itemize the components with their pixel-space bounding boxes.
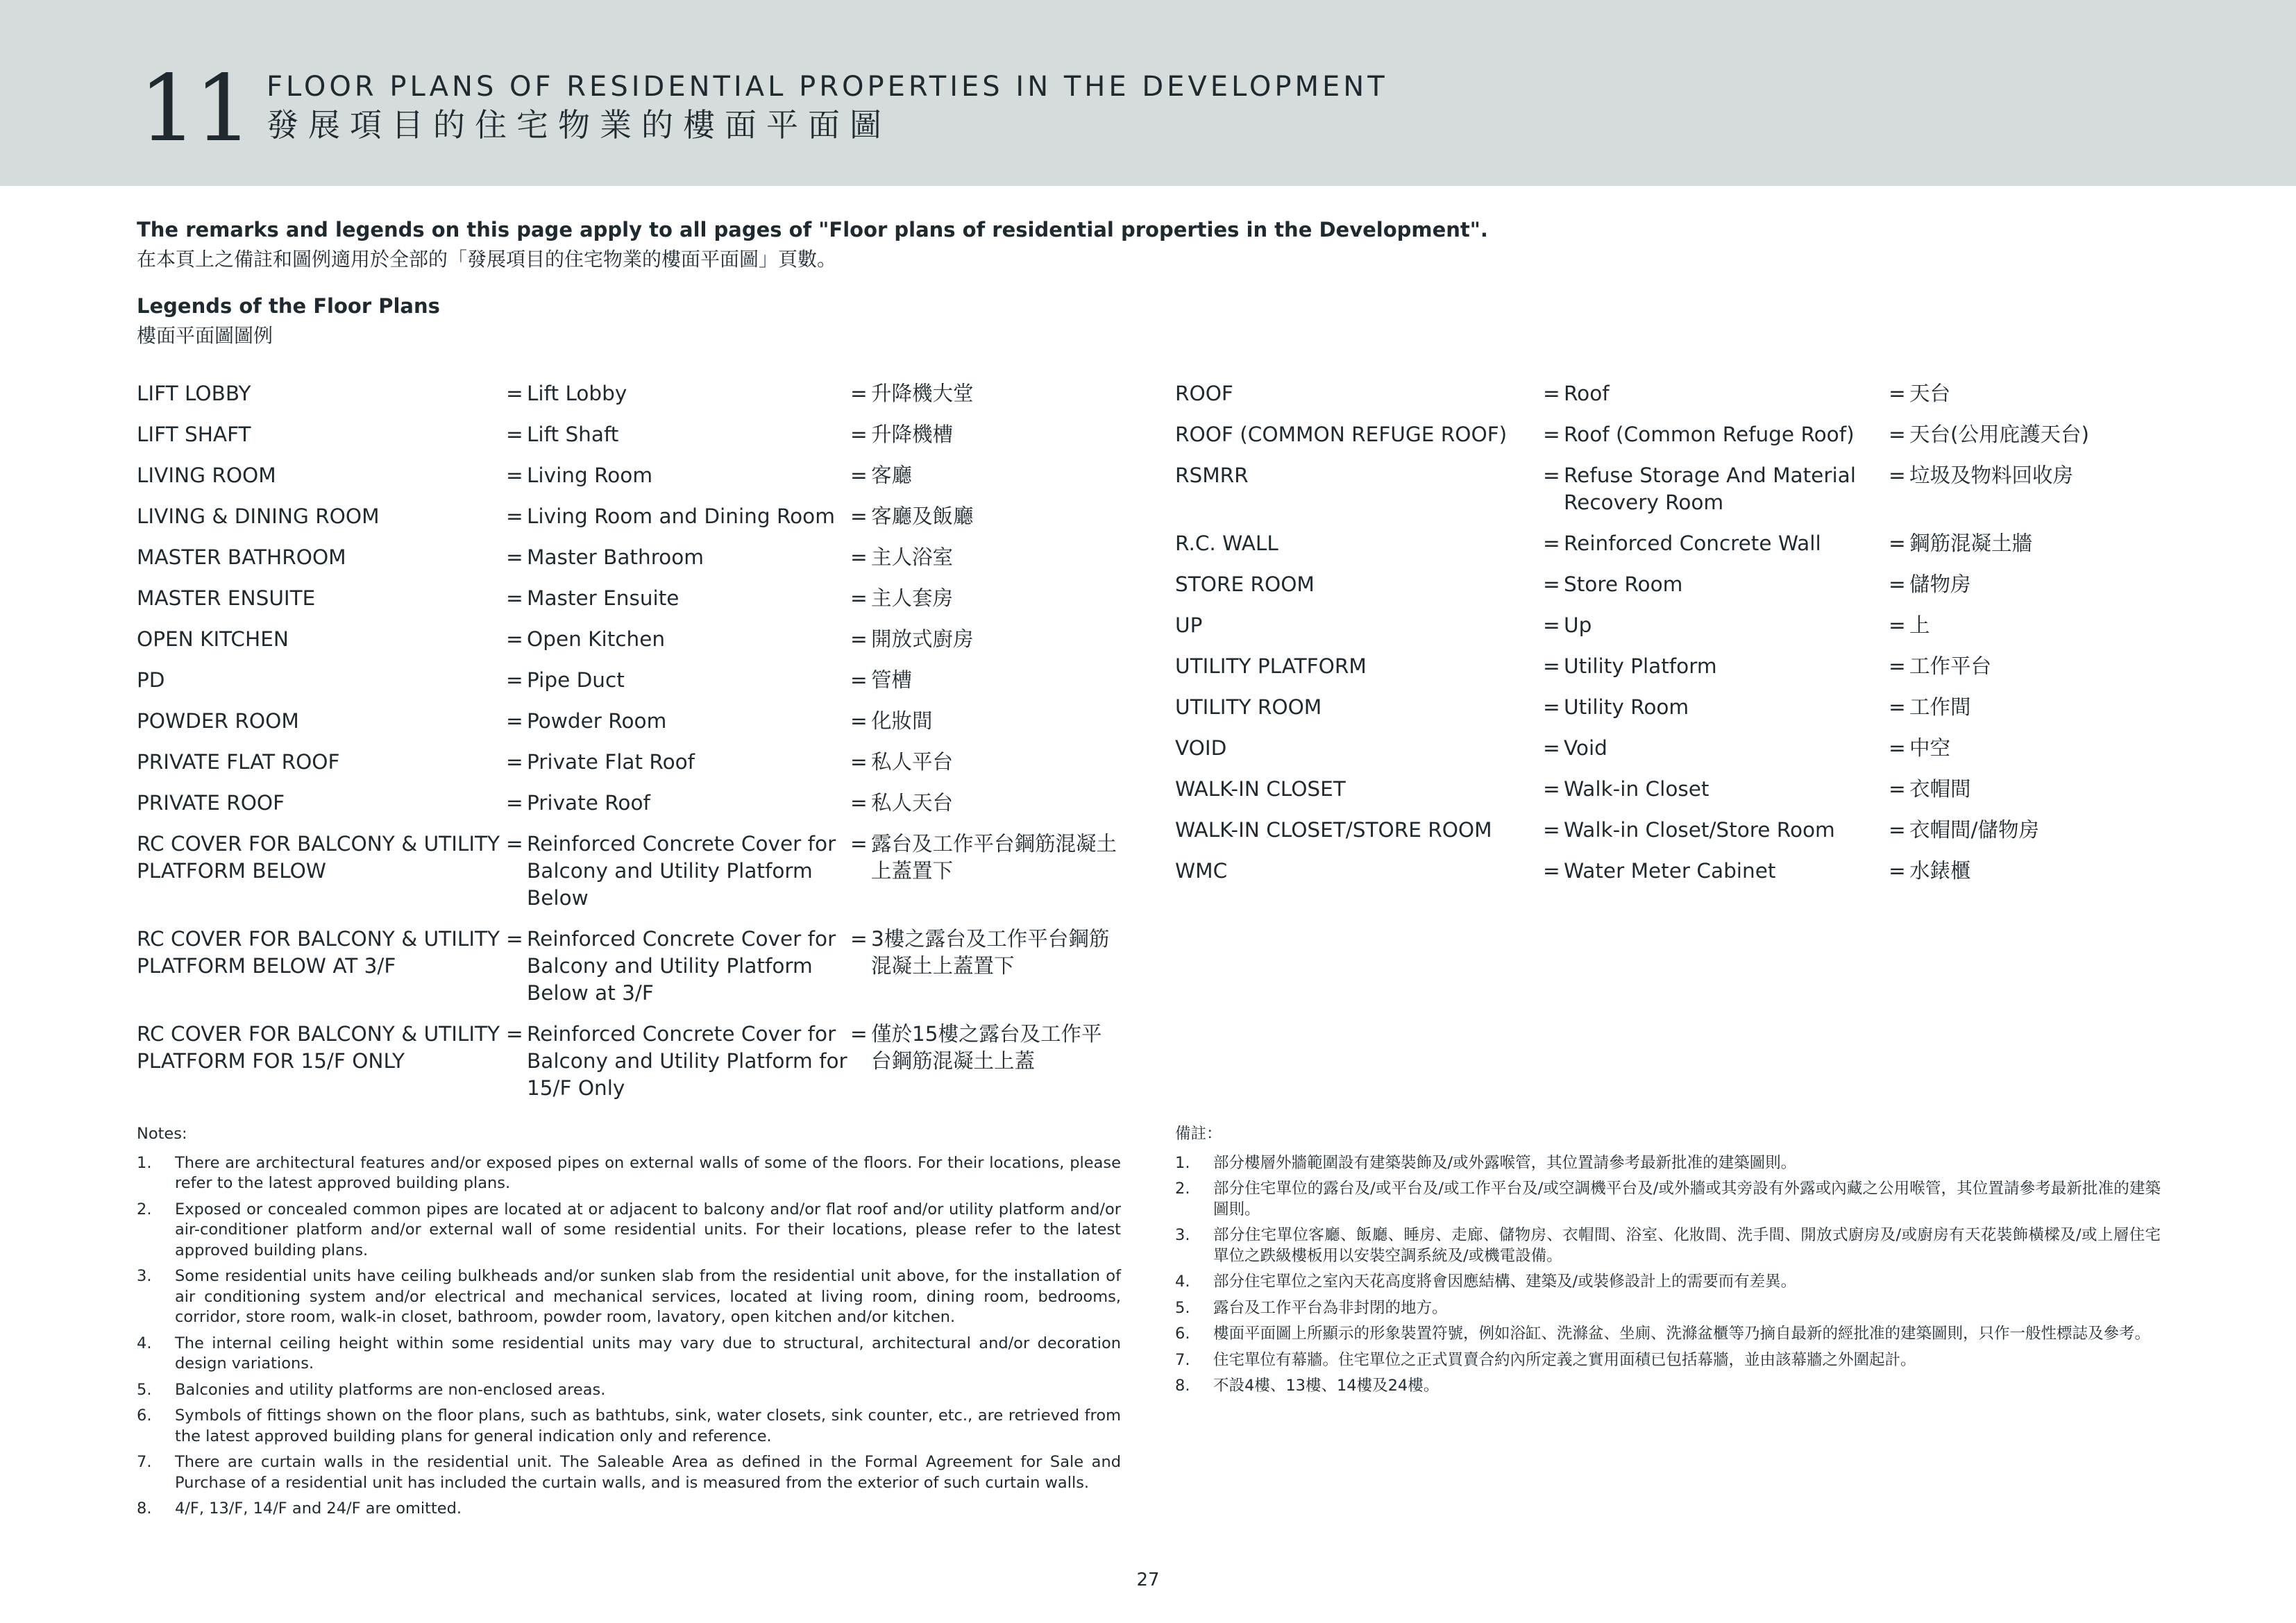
legend-abbr: WALK-IN CLOSET <box>1175 777 1346 801</box>
legend-chinese-cell <box>850 749 1121 776</box>
note-number: 6. <box>1175 1325 1190 1343</box>
equals-sign: = <box>850 545 868 569</box>
note-number: 3. <box>137 1267 152 1285</box>
equals-sign: = <box>1543 859 1560 883</box>
note-number: 5. <box>1175 1298 1190 1317</box>
legend-abbr: RC COVER FOR BALCONY & UTILITY PLATFORM BELOW AT 3/F <box>137 927 500 978</box>
note-item <box>1175 1298 2161 1319</box>
legend-title-en: Legends of the Floor Plans <box>137 294 440 318</box>
legend-english-cell <box>1543 462 1889 516</box>
note-item <box>1175 1272 2161 1293</box>
notes-heading-zh: 備註： <box>1175 1125 1222 1143</box>
legend-chinese: 鋼筋混凝土牆 <box>1909 532 2033 555</box>
legend-english-cell <box>506 626 850 653</box>
legend-abbr: LIFT LOBBY <box>137 382 251 405</box>
legend-english: Private Roof <box>527 791 650 815</box>
equals-sign: = <box>1889 859 1906 883</box>
note-number: 8. <box>137 1499 152 1518</box>
legend-chinese: 水錶櫃 <box>1909 859 1971 883</box>
legend-chinese: 客廳 <box>871 464 913 487</box>
legend-english: Powder Room <box>527 709 667 733</box>
legend-row <box>1175 612 2180 639</box>
legend-row <box>1175 735 2180 762</box>
legend-row <box>137 790 1121 817</box>
legend-chinese: 工作平台 <box>1909 654 1992 678</box>
legend-abbr: MASTER BATHROOM <box>137 545 346 569</box>
legend-english: Master Ensuite <box>527 586 679 610</box>
legend-chinese-cell <box>850 667 1121 694</box>
note-text: 住宅單位有幕牆。住宅單位之正式買賣合約內所定義之實用面積已包括幕牆，並由該幕牆之外圍起計。 <box>1213 1350 1916 1369</box>
note-text: Balconies and utility platforms are non-enclosed areas. <box>175 1380 606 1399</box>
legend-abbr: WMC <box>1175 859 1228 883</box>
legend-abbr: ROOF (COMMON REFUGE ROOF) <box>1175 423 1508 446</box>
legend-english: Void <box>1564 736 1607 760</box>
equals-sign: = <box>850 627 868 651</box>
legend-english: Refuse Storage And Material Recovery Room <box>1564 464 1856 514</box>
equals-sign: = <box>1889 777 1906 801</box>
legend-row <box>1175 858 2180 885</box>
legend-row <box>137 503 1121 530</box>
equals-sign: = <box>1543 613 1560 637</box>
legend-english-cell <box>506 1021 850 1102</box>
legend-table-right <box>1175 380 2180 899</box>
legend-chinese: 天台(公用庇護天台) <box>1909 423 2090 446</box>
equals-sign: = <box>850 1022 868 1046</box>
legend-abbr: PD <box>137 668 165 692</box>
legend-row <box>1175 530 2180 557</box>
legend-abbr: POWDER ROOM <box>137 709 299 733</box>
legend-row <box>1175 694 2180 721</box>
equals-sign: = <box>1543 736 1560 760</box>
legend-english: Walk-in Closet <box>1564 777 1710 801</box>
legend-english-cell <box>1543 421 1889 448</box>
legend-english: Reinforced Concrete Wall <box>1564 532 1821 555</box>
legend-english-cell <box>506 831 850 912</box>
note-item <box>1175 1376 2161 1397</box>
note-number: 6. <box>137 1407 152 1425</box>
equals-sign: = <box>850 927 868 951</box>
intro-en: The remarks and legends on this page apply to all pages of "Floor plans of residential properties in the Development". <box>137 218 1488 241</box>
equals-sign: = <box>506 668 523 692</box>
legend-chinese: 工作間 <box>1909 695 1971 719</box>
equals-sign: = <box>850 382 868 405</box>
legend-chinese-cell <box>1889 421 2180 448</box>
legend-title <box>137 291 440 351</box>
note-text: There are architectural features and/or exposed pipes on external walls of some of the floors. For their locations, please refer to the latest approved building plans. <box>175 1153 1121 1192</box>
legend-chinese-cell <box>850 462 1121 489</box>
note-item <box>1175 1350 2161 1371</box>
legend-row <box>137 1021 1121 1102</box>
legend-english-cell <box>1543 571 1889 598</box>
equals-sign: = <box>850 504 868 528</box>
equals-sign: = <box>1889 654 1906 678</box>
equals-sign: = <box>506 1022 523 1046</box>
legend-english: Reinforced Concrete Cover for Balcony and Utility Platform for 15/F Only <box>527 1022 847 1100</box>
note-item <box>1175 1153 2161 1174</box>
legend-english-cell <box>1543 858 1889 885</box>
legend-table-left <box>137 380 1121 1116</box>
legend-english: Utility Room <box>1564 695 1689 719</box>
equals-sign: = <box>506 545 523 569</box>
equals-sign: = <box>1889 695 1906 719</box>
legend-chinese: 3樓之露台及工作平台鋼筋混凝土上蓋置下 <box>871 927 1110 978</box>
equals-sign: = <box>506 504 523 528</box>
legend-chinese-cell <box>1889 694 2180 721</box>
legend-chinese: 中空 <box>1909 736 1951 760</box>
equals-sign: = <box>1543 382 1560 405</box>
legend-english-cell <box>1543 380 1889 407</box>
legend-chinese-cell <box>850 831 1121 912</box>
note-number: 1. <box>1175 1153 1190 1172</box>
note-text: Exposed or concealed common pipes are located at or adjacent to balcony and/or flat roof and/or utility platform and/or air-conditioner platform and/or external wall of some residential units. For their locations, please refer to the latest approved building plans. <box>175 1200 1121 1259</box>
legend-abbr: ROOF <box>1175 382 1233 405</box>
legend-row <box>137 708 1121 735</box>
legend-english: Utility Platform <box>1564 654 1717 678</box>
equals-sign: = <box>506 464 523 487</box>
note-text: 露台及工作平台為非封閉的地方。 <box>1213 1298 1448 1317</box>
legend-chinese: 衣帽間/儲物房 <box>1909 818 2039 842</box>
legend-english-cell <box>506 544 850 571</box>
equals-sign: = <box>506 791 523 815</box>
legend-row <box>1175 817 2180 844</box>
legend-chinese-cell <box>850 708 1121 735</box>
legend-english-cell <box>506 503 850 530</box>
legend-chinese-cell <box>1889 858 2180 885</box>
legend-english-cell <box>1543 653 1889 680</box>
equals-sign: = <box>1889 423 1906 446</box>
legend-row <box>137 667 1121 694</box>
note-item <box>1175 1225 2161 1266</box>
legend-english: Lift Shaft <box>527 423 619 446</box>
legend-english-cell <box>506 667 850 694</box>
legend-english: Pipe Duct <box>527 668 625 692</box>
note-text: 4/F, 13/F, 14/F and 24/F are omitted. <box>175 1499 462 1518</box>
legend-english: Up <box>1564 613 1592 637</box>
note-number: 4. <box>137 1334 152 1352</box>
legend-chinese: 主人浴室 <box>871 545 954 569</box>
page-header <box>0 0 2296 186</box>
legend-english-cell <box>506 708 850 735</box>
legend-chinese-cell <box>1889 735 2180 762</box>
legend-chinese: 化妝間 <box>871 709 933 733</box>
equals-sign: = <box>506 586 523 610</box>
equals-sign: = <box>1543 532 1560 555</box>
legend-row <box>137 380 1121 407</box>
legend-chinese: 客廳及飯廳 <box>871 504 974 528</box>
legend-chinese: 主人套房 <box>871 586 954 610</box>
legend-abbr: LIVING & DINING ROOM <box>137 504 380 528</box>
legend-abbr: VOID <box>1175 736 1227 760</box>
legend-row <box>137 585 1121 612</box>
legend-english: Master Bathroom <box>527 545 704 569</box>
legend-abbr: R.C. WALL <box>1175 532 1278 555</box>
legend-abbr: OPEN KITCHEN <box>137 627 289 651</box>
legend-chinese-cell <box>850 790 1121 817</box>
legend-chinese-cell <box>1889 571 2180 598</box>
legend-chinese-cell <box>850 585 1121 612</box>
equals-sign: = <box>1543 572 1560 596</box>
note-number: 2. <box>137 1200 152 1218</box>
legend-abbr: WALK-IN CLOSET/STORE ROOM <box>1175 818 1492 842</box>
legend-english: Water Meter Cabinet <box>1564 859 1776 883</box>
note-item <box>1175 1324 2161 1345</box>
note-number: 7. <box>137 1453 152 1471</box>
equals-sign: = <box>1889 736 1906 760</box>
equals-sign: = <box>1543 777 1560 801</box>
legend-row <box>137 421 1121 448</box>
legend-abbr: LIVING ROOM <box>137 464 276 487</box>
legend-chinese: 管槽 <box>871 668 913 692</box>
note-number: 2. <box>1175 1180 1190 1198</box>
equals-sign: = <box>1889 532 1906 555</box>
equals-sign: = <box>1543 423 1560 446</box>
legend-title-zh: 樓面平面圖圖例 <box>137 324 273 347</box>
legend-row <box>1175 653 2180 680</box>
legend-chinese-cell <box>850 926 1121 1007</box>
legend-chinese-cell <box>850 626 1121 653</box>
notes-zh <box>1175 1124 2161 1402</box>
section-title-zh: 發展項目的住宅物業的樓面平面圖 <box>267 106 891 144</box>
legend-english-cell <box>506 926 850 1007</box>
legend-chinese: 升降機槽 <box>871 423 954 446</box>
page-number: 27 <box>1136 1570 1160 1590</box>
note-number: 7. <box>1175 1350 1190 1369</box>
note-number: 1. <box>137 1153 152 1172</box>
legend-english: Reinforced Concrete Cover for Balcony and Utility Platform Below <box>527 832 836 910</box>
legend-chinese-cell <box>1889 653 2180 680</box>
section-number: 11 <box>139 56 250 162</box>
legend-english-cell <box>1543 530 1889 557</box>
equals-sign: = <box>850 586 868 610</box>
legend-chinese: 垃圾及物料回收房 <box>1909 464 2074 487</box>
legend-chinese-cell <box>850 380 1121 407</box>
legend-chinese: 上 <box>1909 613 1930 637</box>
note-number: 3. <box>1175 1226 1190 1244</box>
legend-chinese-cell <box>1889 462 2180 516</box>
note-item <box>1175 1179 2161 1220</box>
legend-english-cell <box>1543 776 1889 803</box>
legend-english-cell <box>506 790 850 817</box>
legend-abbr: PRIVATE ROOF <box>137 791 285 815</box>
note-text: Symbols of fittings shown on the floor plans, such as bathtubs, sink, water closets, sink counter, etc., are retrieved from the latest approved building plans for general indication only and reference. <box>175 1407 1121 1445</box>
equals-sign: = <box>506 627 523 651</box>
note-text: 樓面平面圖上所顯示的形象裝置符號，例如浴缸、洗滌盆、坐廁、洗滌盆櫃等乃摘自最新的經批准的建築圖則，只作一般性標誌及參考。 <box>1213 1325 2151 1343</box>
note-number: 5. <box>137 1380 152 1399</box>
note-text: 部分住宅單位的露台及/或平台及/或工作平台及/或空調機平台及/或外牆或其旁設有外露或內藏之公用喉管，其位置請參考最新批准的建築圖則。 <box>1213 1180 2161 1218</box>
legend-english: Walk-in Closet/Store Room <box>1564 818 1835 842</box>
legend-chinese: 開放式廚房 <box>871 627 974 651</box>
legend-english: Reinforced Concrete Cover for Balcony and Utility Platform Below at 3/F <box>527 927 836 1005</box>
legend-chinese: 衣帽間 <box>1909 777 1971 801</box>
legend-english-cell <box>506 585 850 612</box>
legend-chinese-cell <box>1889 612 2180 639</box>
equals-sign: = <box>506 382 523 405</box>
note-item <box>137 1452 1121 1493</box>
legend-english: Open Kitchen <box>527 627 666 651</box>
legend-row <box>137 749 1121 776</box>
note-item <box>137 1499 1121 1520</box>
legend-chinese-cell <box>850 503 1121 530</box>
legend-english-cell <box>1543 694 1889 721</box>
legend-chinese-cell <box>1889 776 2180 803</box>
section-title-en: FLOOR PLANS OF RESIDENTIAL PROPERTIES IN THE DEVELOPMENT <box>267 71 1388 103</box>
legend-abbr: RSMRR <box>1175 464 1249 487</box>
equals-sign: = <box>1889 382 1906 405</box>
intro-zh: 在本頁上之備註和圖例適用於全部的「發展項目的住宅物業的樓面平面圖」頁數。 <box>137 248 837 271</box>
equals-sign: = <box>1543 695 1560 719</box>
legend-chinese-cell <box>1889 380 2180 407</box>
legend-row <box>1175 776 2180 803</box>
note-item <box>137 1406 1121 1447</box>
equals-sign: = <box>1889 572 1906 596</box>
legend-abbr: STORE ROOM <box>1175 572 1315 596</box>
equals-sign: = <box>506 423 523 446</box>
legend-english-cell <box>506 749 850 776</box>
legend-row <box>1175 421 2180 448</box>
legend-abbr: UP <box>1175 613 1203 637</box>
equals-sign: = <box>1543 818 1560 842</box>
equals-sign: = <box>850 832 868 856</box>
legend-english-cell <box>1543 735 1889 762</box>
legend-chinese-cell <box>1889 817 2180 844</box>
legend-abbr: UTILITY ROOM <box>1175 695 1322 719</box>
equals-sign: = <box>850 791 868 815</box>
legend-chinese: 儲物房 <box>1909 572 1971 596</box>
notes-en <box>137 1124 1121 1525</box>
equals-sign: = <box>506 832 523 856</box>
note-text: Some residential units have ceiling bulkheads and/or sunken slab from the residential unit above, for the installation of air conditioning system and/or electrical and mechanical services, located at living room, dining room, bedrooms, corridor, store room, walk-in closet, bathroom, powder room, lavatory, open kitchen and/or kitchen. <box>175 1267 1121 1326</box>
equals-sign: = <box>1543 464 1560 487</box>
legend-abbr: RC COVER FOR BALCONY & UTILITY PLATFORM BELOW <box>137 832 500 883</box>
note-number: 4. <box>1175 1273 1190 1291</box>
equals-sign: = <box>506 927 523 951</box>
legend-row <box>1175 571 2180 598</box>
legend-chinese-cell <box>850 544 1121 571</box>
note-item <box>137 1266 1121 1328</box>
note-text: 部分樓層外牆範圍設有建築裝飾及/或外露喉管，其位置請參考最新批准的建築圖則。 <box>1213 1153 1797 1172</box>
equals-sign: = <box>850 464 868 487</box>
equals-sign: = <box>1889 818 1906 842</box>
equals-sign: = <box>1543 654 1560 678</box>
note-text: The internal ceiling height within some residential units may vary due to structural, architectural and/or decoration design variations. <box>175 1334 1121 1373</box>
legend-abbr: MASTER ENSUITE <box>137 586 316 610</box>
legend-row <box>1175 462 2180 516</box>
legend-english: Lift Lobby <box>527 382 627 405</box>
note-text: 不設4樓、13樓、14樓及24樓。 <box>1213 1377 1440 1395</box>
legend-chinese: 天台 <box>1909 382 1951 405</box>
legend-chinese: 露台及工作平台鋼筋混凝土上蓋置下 <box>871 832 1117 883</box>
equals-sign: = <box>1889 464 1906 487</box>
legend-english: Roof (Common Refuge Roof) <box>1564 423 1855 446</box>
legend-english: Private Flat Roof <box>527 750 695 774</box>
equals-sign: = <box>850 423 868 446</box>
legend-english-cell <box>506 421 850 448</box>
legend-english-cell <box>1543 817 1889 844</box>
note-item <box>137 1380 1121 1401</box>
intro <box>137 215 1488 275</box>
legend-english-cell <box>506 380 850 407</box>
equals-sign: = <box>506 750 523 774</box>
legend-abbr: PRIVATE FLAT ROOF <box>137 750 340 774</box>
note-item <box>137 1334 1121 1375</box>
notes-heading-en: Notes: <box>137 1125 187 1143</box>
legend-english: Roof <box>1564 382 1610 405</box>
note-text: 部分住宅單位之室內天花高度將會因應結構、建築及/或裝修設計上的需要而有差異。 <box>1213 1273 1797 1291</box>
legend-chinese: 私人天台 <box>871 791 954 815</box>
legend-chinese: 升降機大堂 <box>871 382 974 405</box>
legend-english-cell <box>506 462 850 489</box>
legend-row <box>137 626 1121 653</box>
legend-english: Store Room <box>1564 572 1683 596</box>
equals-sign: = <box>506 709 523 733</box>
note-text: There are curtain walls in the residential unit. The Saleable Area as defined in the Formal Agreement for Sale and Purchase of a residential unit has included the curtain walls, and is measured from the exterior of such curtain walls. <box>175 1453 1121 1492</box>
note-number: 8. <box>1175 1377 1190 1395</box>
legend-chinese-cell <box>850 1021 1121 1102</box>
legend-abbr: RC COVER FOR BALCONY & UTILITY PLATFORM FOR 15/F ONLY <box>137 1022 500 1073</box>
legend-row <box>137 926 1121 1007</box>
legend-row <box>137 544 1121 571</box>
legend-chinese-cell <box>1889 530 2180 557</box>
legend-english: Living Room <box>527 464 653 487</box>
note-item <box>137 1200 1121 1261</box>
legend-row <box>137 831 1121 912</box>
legend-abbr: LIFT SHAFT <box>137 423 251 446</box>
legend-row <box>137 462 1121 489</box>
note-text: 部分住宅單位客廳、飯廳、睡房、走廊、儲物房、衣帽間、浴室、化妝間、洗手間、開放式廚房及/或廚房有天花裝飾橫樑及/或上層住宅單位之跌級樓板用以安裝空調系統及/或機電設備。 <box>1213 1226 2161 1265</box>
legend-english-cell <box>1543 612 1889 639</box>
equals-sign: = <box>850 668 868 692</box>
legend-chinese: 私人平台 <box>871 750 954 774</box>
note-item <box>137 1153 1121 1194</box>
equals-sign: = <box>1889 613 1906 637</box>
equals-sign: = <box>850 709 868 733</box>
equals-sign: = <box>850 750 868 774</box>
legend-chinese-cell <box>850 421 1121 448</box>
legend-chinese: 僅於15樓之露台及工作平台鋼筋混凝土上蓋 <box>871 1022 1102 1073</box>
legend-abbr: UTILITY PLATFORM <box>1175 654 1367 678</box>
legend-row <box>1175 380 2180 407</box>
legend-english: Living Room and Dining Room <box>527 504 835 528</box>
